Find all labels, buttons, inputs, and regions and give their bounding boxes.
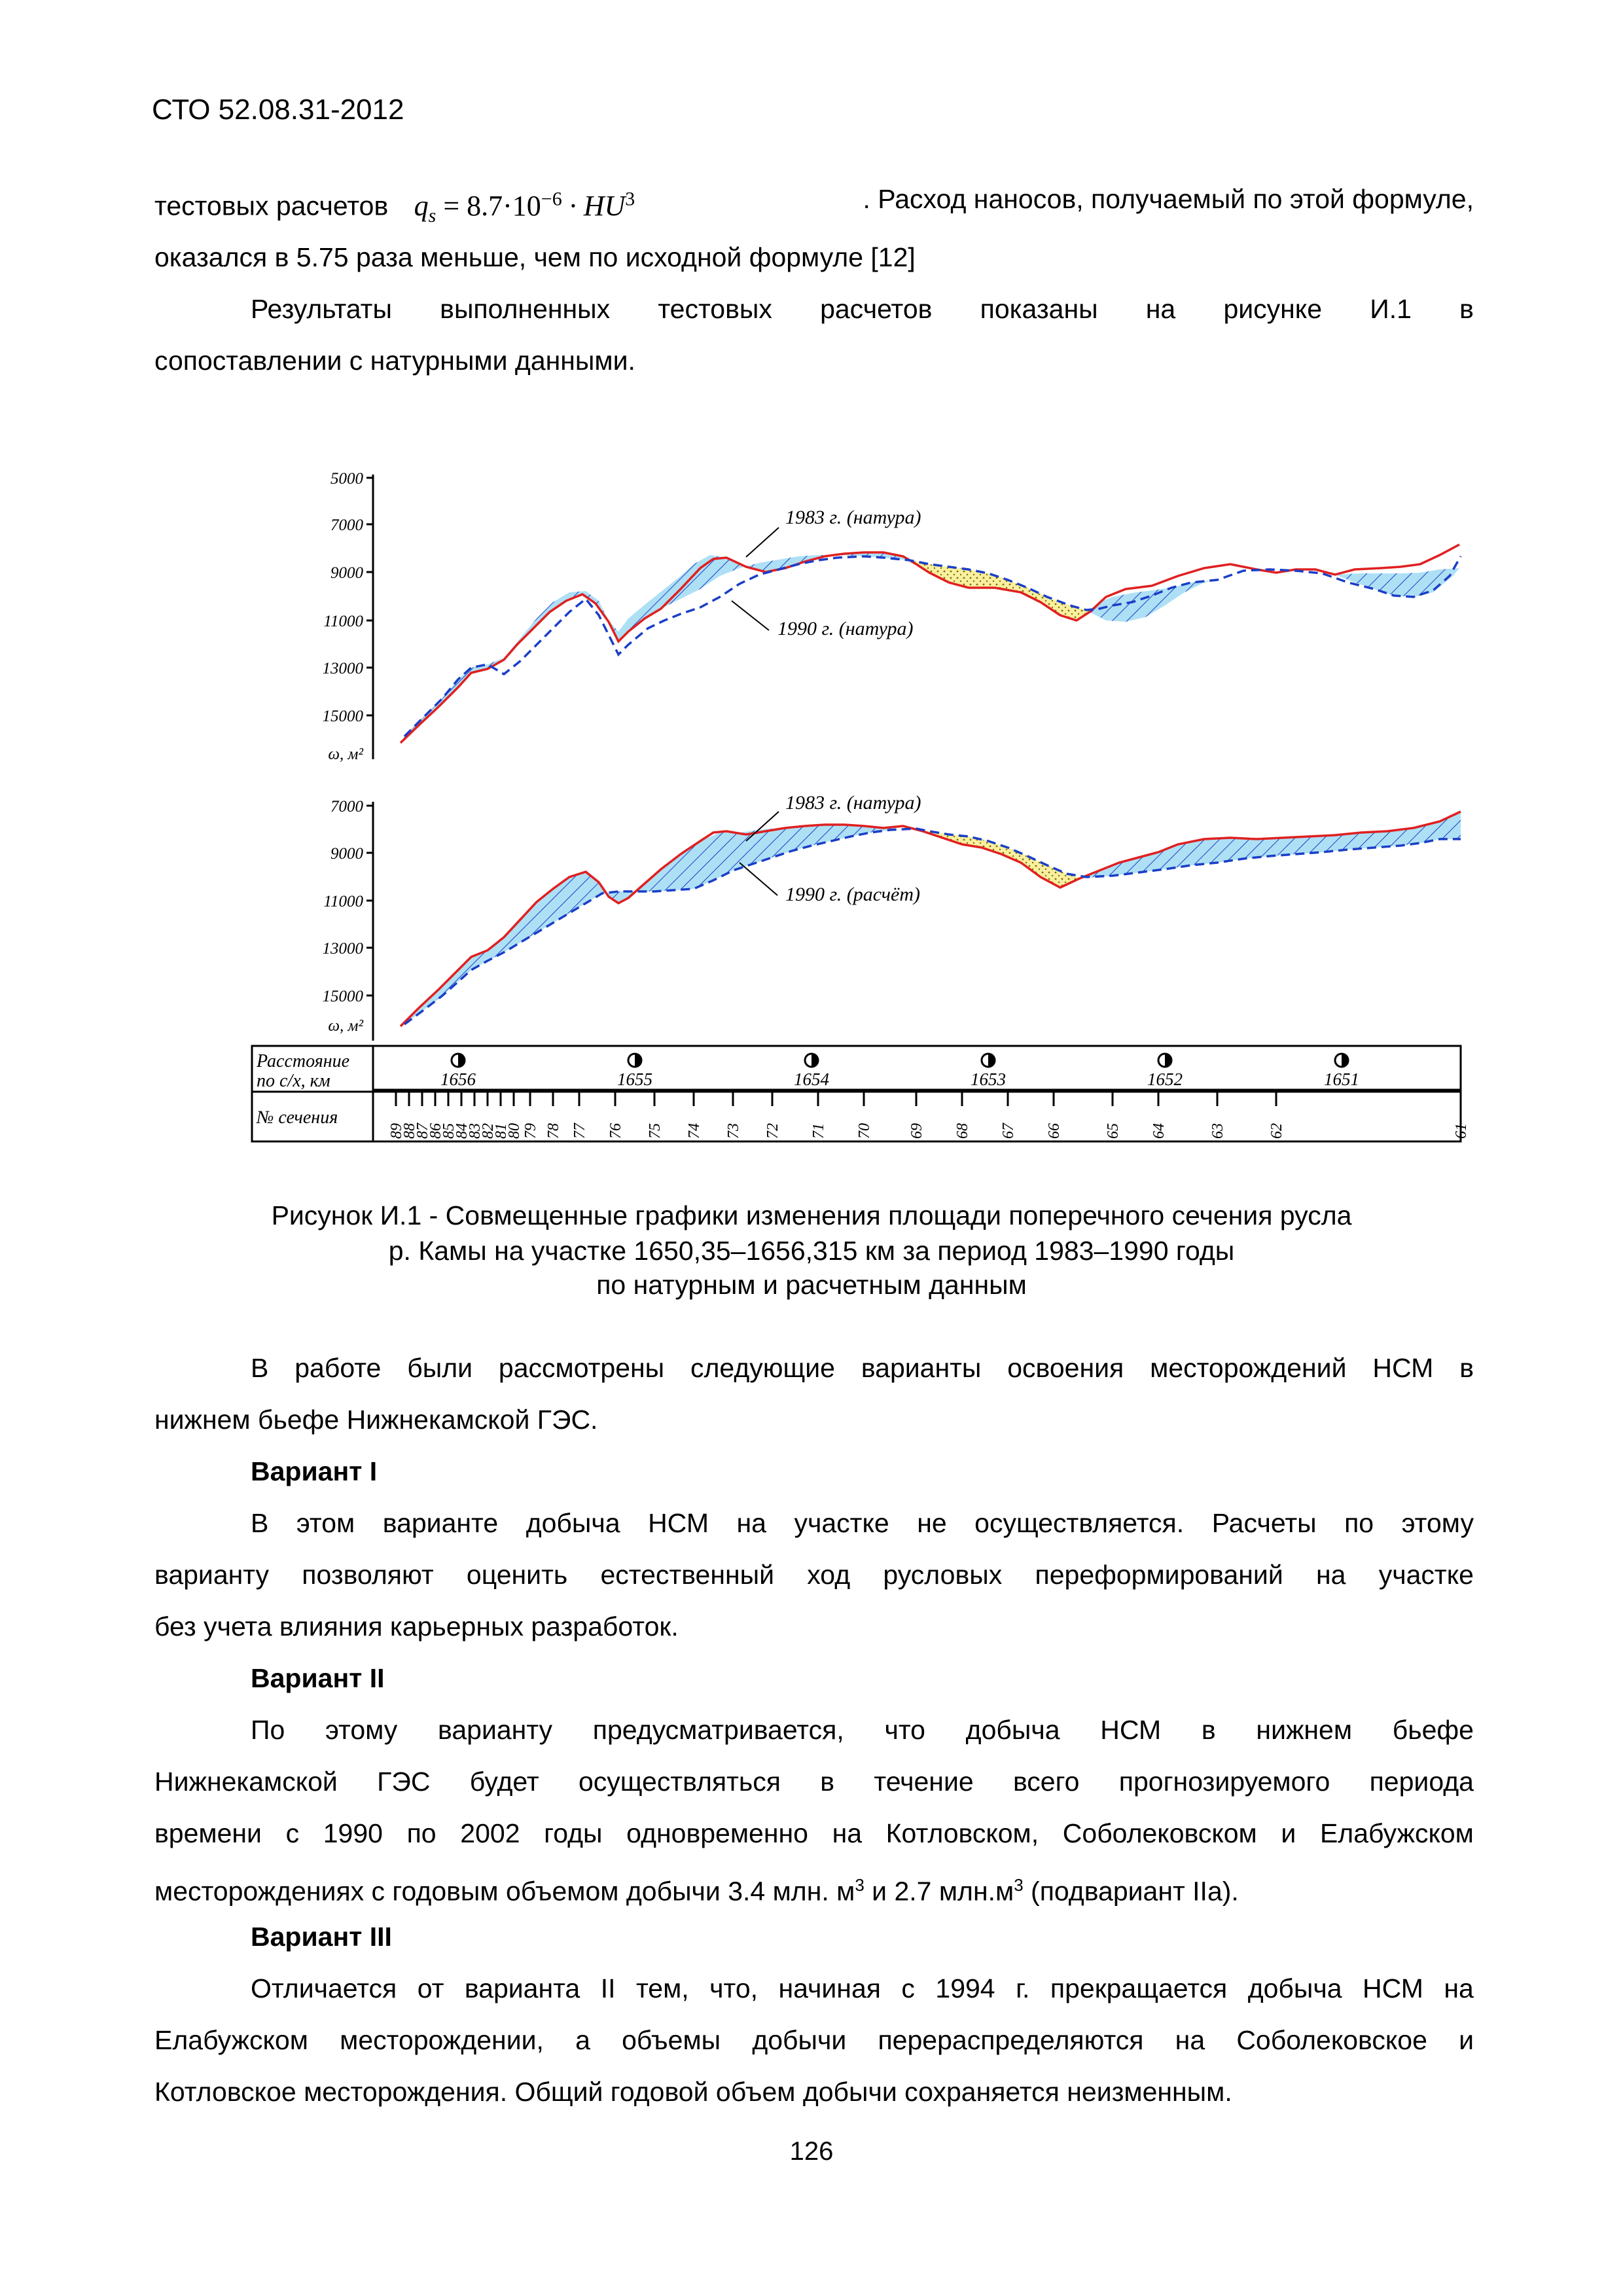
section-label: 72 — [764, 1123, 781, 1139]
top-line-1983 — [401, 545, 1459, 743]
km-marks — [440, 1054, 1359, 1089]
word: этому — [325, 1715, 398, 1745]
bottom-line-1990 — [404, 829, 1461, 1024]
top-tick-15000: 15000 — [322, 708, 363, 725]
word: расчетов — [820, 294, 933, 324]
word: варианте — [382, 1508, 499, 1538]
word: добыча — [526, 1508, 620, 1538]
word: 1994 — [935, 1973, 995, 2003]
word: по — [406, 1818, 437, 1848]
section-label: 79 — [522, 1123, 539, 1139]
word: Результаты — [251, 294, 392, 324]
top-tick-13000: 13000 — [322, 660, 363, 677]
section-label: 74 — [686, 1123, 703, 1139]
word: и — [1459, 2025, 1474, 2055]
top-hatch-area-1 — [401, 552, 910, 743]
variant1-line3: без учета влияния карьерных разработок. — [154, 1611, 679, 1641]
page-number: 126 — [789, 2137, 834, 2166]
word: рассмотрены — [498, 1353, 665, 1383]
section-label: 61 — [1453, 1123, 1470, 1139]
word: тем, — [635, 1973, 689, 2003]
word: НСМ — [1372, 1353, 1434, 1383]
word: от — [417, 1973, 444, 2003]
word: прогнозируемого — [1118, 1767, 1330, 1797]
word: выполненных — [440, 294, 611, 324]
word: II — [600, 1973, 616, 2003]
section-label: 85 — [440, 1123, 457, 1139]
word: осуществляться — [578, 1767, 781, 1797]
word: оценить — [466, 1560, 568, 1590]
word: объемы — [622, 2025, 721, 2055]
table-row1-label-b: по с/х, км — [257, 1071, 330, 1091]
top-label-1990: 1990 г. (натура) — [777, 618, 914, 639]
section-label: 70 — [856, 1123, 873, 1139]
section-label: 63 — [1209, 1123, 1226, 1139]
top-tick-11000: 11000 — [323, 613, 363, 630]
para1-line2: оказался в 5.75 раза меньше, чем по исходной формуле [12] — [154, 242, 916, 272]
word: варианты — [861, 1353, 982, 1383]
word: осуществляется. — [974, 1508, 1185, 1538]
word: Елабужском — [154, 2025, 308, 2055]
section-label: 66 — [1046, 1123, 1063, 1139]
word: на — [736, 1508, 766, 1538]
word: В — [251, 1353, 269, 1383]
word: этом — [296, 1508, 355, 1538]
variant3-line2 — [154, 2024, 1474, 2056]
bottom-y-unit: ω, м² — [328, 1017, 363, 1035]
word: Соболековское — [1236, 2025, 1427, 2055]
word: варианту — [438, 1715, 553, 1745]
km-label: 1653 — [971, 1069, 1006, 1089]
word: будет — [469, 1767, 539, 1797]
section-label: 86 — [427, 1123, 444, 1139]
variant2-line3 — [154, 1818, 1474, 1849]
bottom-y-ticks — [323, 798, 374, 1035]
word: на — [1316, 1560, 1346, 1590]
word: годы — [544, 1818, 603, 1848]
variant2-title: Вариант II — [251, 1663, 385, 1693]
word: Елабужском — [1319, 1818, 1474, 1848]
km-label: 1655 — [617, 1069, 652, 1089]
top-y-ticks — [323, 470, 374, 763]
top-tick-5000: 5000 — [330, 470, 363, 488]
word: что — [884, 1715, 925, 1745]
word: варианта — [464, 1973, 580, 2003]
word: одновременно — [626, 1818, 808, 1848]
word: ход — [807, 1560, 851, 1590]
word: а — [575, 2025, 590, 2055]
table-row1-label-a: Расстояние — [257, 1051, 350, 1071]
km-label: 1656 — [440, 1069, 476, 1089]
section-label: 75 — [647, 1123, 664, 1139]
word: г. — [1016, 1973, 1030, 2003]
section-label: 64 — [1150, 1123, 1168, 1139]
word: участке — [1378, 1560, 1474, 1590]
section-label: 82 — [480, 1123, 497, 1139]
word: течение — [874, 1767, 974, 1797]
word: переформирований — [1035, 1560, 1283, 1590]
variant3-line1 — [251, 1973, 1474, 2004]
bottom-tick-11000: 11000 — [323, 893, 363, 910]
word: с — [285, 1818, 300, 1848]
word: Котловском, — [885, 1818, 1039, 1848]
word: В — [251, 1508, 269, 1538]
word: прекращается — [1050, 1973, 1228, 2003]
variant2-line1 — [251, 1714, 1474, 1746]
word: 1990 — [323, 1818, 383, 1848]
word: месторождений — [1150, 1353, 1347, 1383]
formula: $q_s = 8.7\cdot 10^{-6} \cdot HU^3$ — [414, 188, 635, 226]
section-label: 80 — [506, 1123, 523, 1139]
section-label: 78 — [545, 1123, 562, 1139]
word: месторождении, — [340, 2025, 544, 2055]
word: перераспределяются — [878, 2025, 1144, 2055]
para3-line1 — [251, 1352, 1474, 1384]
word: Отличается — [251, 1973, 397, 2003]
word: добычи — [752, 2025, 847, 2055]
top-chart — [323, 470, 1461, 763]
word: предусматривается, — [592, 1715, 844, 1745]
variant2-line2 — [154, 1766, 1474, 1797]
word: что, — [709, 1973, 758, 2003]
top-tick-9000: 9000 — [330, 564, 363, 582]
word: НСМ — [1363, 1973, 1423, 2003]
word: Нижнекамской — [154, 1767, 338, 1797]
word: позволяют — [302, 1560, 434, 1590]
top-line-1990 — [404, 556, 1461, 736]
bottom-tick-15000: 15000 — [322, 988, 363, 1005]
bottom-chart — [323, 792, 1461, 1041]
section-label: 88 — [401, 1123, 418, 1139]
section-label: 77 — [571, 1123, 588, 1139]
word: И.1 — [1370, 294, 1412, 324]
word: варианту — [154, 1560, 270, 1590]
word: ГЭС — [377, 1767, 431, 1797]
para2-line2: сопоставлении с натурными данными. — [154, 346, 635, 376]
word: начиная — [778, 1973, 881, 2003]
section-label: 84 — [454, 1123, 471, 1139]
word: в — [1201, 1715, 1216, 1745]
axis-table — [252, 1046, 1470, 1141]
top-dotted-area — [910, 560, 1090, 620]
word: следующие — [690, 1353, 835, 1383]
word: в — [1459, 294, 1474, 324]
section-label: 67 — [1000, 1123, 1017, 1139]
variant3-title: Вариант III — [251, 1922, 392, 1952]
word: тестовых — [658, 294, 772, 324]
km-label: 1654 — [794, 1069, 829, 1089]
word: работе — [294, 1353, 382, 1383]
bottom-tick-9000: 9000 — [330, 845, 363, 863]
word: нижнем — [1256, 1715, 1353, 1745]
word: не — [917, 1508, 947, 1538]
word: добыча — [965, 1715, 1060, 1745]
section-label: 68 — [954, 1123, 971, 1139]
section-label: 71 — [810, 1123, 827, 1139]
top-label-1983: 1983 г. (натура) — [785, 507, 921, 528]
section-label: 81 — [493, 1123, 510, 1139]
top-y-unit: ω, м² — [328, 745, 363, 763]
word: показаны — [980, 294, 1098, 324]
word: 2002 — [460, 1818, 520, 1848]
word: рисунке — [1223, 294, 1322, 324]
word: участке — [794, 1508, 889, 1538]
word: времени — [154, 1818, 262, 1848]
section-label: 73 — [725, 1123, 742, 1139]
word: с — [901, 1973, 915, 2003]
word: на — [1444, 1973, 1474, 2003]
caption-line2: р. Камы на участке 1650,35–1656,315 км за период 1983–1990 годы — [388, 1236, 1235, 1266]
word: освоения — [1007, 1353, 1124, 1383]
word: всего — [1012, 1767, 1080, 1797]
section-label: 69 — [908, 1123, 925, 1139]
top-tick-7000: 7000 — [330, 516, 363, 534]
para1-post: . Расход наносов, получаемый по этой формуле, — [863, 184, 1474, 214]
bottom-dotted-area — [903, 826, 1080, 888]
table-row2-label: № сечения — [257, 1107, 338, 1128]
word: Соболековском — [1062, 1818, 1257, 1848]
bottom-tick-13000: 13000 — [322, 940, 363, 958]
bottom-tick-7000: 7000 — [330, 798, 363, 816]
section-label: 65 — [1105, 1123, 1122, 1139]
word: на — [1175, 2025, 1205, 2055]
word: этому — [1401, 1508, 1474, 1538]
word: были — [407, 1353, 473, 1383]
word: По — [251, 1715, 285, 1745]
word: и — [1281, 1818, 1296, 1848]
word: периода — [1369, 1767, 1474, 1797]
word: русловых — [883, 1560, 1003, 1590]
km-label: 1651 — [1324, 1069, 1359, 1089]
section-label: 76 — [607, 1123, 624, 1139]
variant1-title: Вариант I — [251, 1456, 378, 1486]
word: естественный — [600, 1560, 774, 1590]
para3-line2: нижнем бьефе Нижнекамской ГЭС. — [154, 1405, 598, 1435]
top-hatch-area-3 — [1335, 568, 1459, 597]
word: на — [832, 1818, 863, 1848]
word: на — [1145, 294, 1176, 324]
word: в — [1459, 1353, 1474, 1383]
caption-line1: Рисунок И.1 - Совмещенные графики изменения площади поперечного сечения русла — [271, 1200, 1352, 1230]
document-code: СТО 52.08.31-2012 — [152, 94, 404, 126]
section-label: 89 — [388, 1123, 405, 1139]
variant3-line3: Котловское месторождения. Общий годовой объем добычи сохраняется неизменным. — [154, 2077, 1232, 2107]
caption-line3: по натурным и расчетным данным — [596, 1270, 1027, 1300]
section-label: 83 — [467, 1123, 484, 1139]
word: Расчеты — [1211, 1508, 1317, 1538]
word: НСМ — [1100, 1715, 1162, 1745]
section-ticks — [388, 1092, 1470, 1139]
section-label: 62 — [1268, 1123, 1285, 1139]
word: НСМ — [648, 1508, 709, 1538]
word: бьефе — [1392, 1715, 1474, 1745]
para1-pre: тестовых расчетов — [154, 190, 389, 221]
word: в — [820, 1767, 835, 1797]
variant2-line4: месторождениях с годовым объемом добычи 3.4 млн. $м^3$ и 2.7 $млн.м^3$ (подвариант IIа). — [154, 1875, 1239, 1907]
km-label: 1652 — [1147, 1069, 1183, 1089]
bottom-label-1990: 1990 г. (расчёт) — [785, 884, 921, 905]
bottom-hatch-area-1 — [401, 825, 903, 1026]
section-label: 87 — [414, 1123, 431, 1139]
word: добыча — [1247, 1973, 1342, 2003]
variant1-line1 — [251, 1507, 1474, 1539]
word: по — [1344, 1508, 1374, 1538]
variant1-line2 — [154, 1559, 1474, 1590]
bottom-label-1983: 1983 г. (натура) — [785, 792, 921, 814]
